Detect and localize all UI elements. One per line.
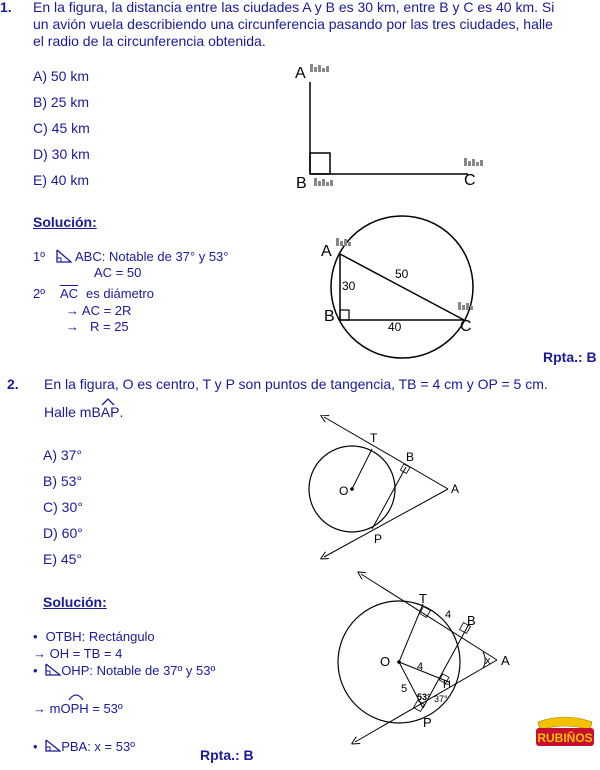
length-op-label: 5 — [401, 683, 408, 695]
solution-2-line-4-prefix: → m — [33, 701, 61, 716]
step-2-segment: AC — [60, 286, 79, 301]
angle-x-label: x — [485, 655, 491, 667]
point-b-label: B — [406, 450, 415, 464]
solution-2-bullet-2-row — [33, 663, 215, 678]
right-angle-mark-p — [414, 701, 425, 712]
bullet-dot: • — [33, 739, 38, 754]
segment-oh — [399, 662, 449, 682]
point-o-label: O — [380, 654, 391, 669]
point-p-label: P — [423, 715, 432, 730]
point-b-label: B — [296, 175, 307, 192]
angle-53-label: 53° — [417, 692, 431, 702]
point-a-label: A — [321, 243, 332, 260]
problem-2-number: 2. — [7, 376, 19, 392]
segment-ac — [340, 254, 464, 320]
problem-1-number: 1. — [0, 0, 12, 15]
length-ac-label: 50 — [395, 267, 409, 281]
problem-1-option-e: E) 40 km — [33, 172, 90, 188]
step-2-line-3: R = 25 — [90, 319, 129, 334]
logo-text: RUBIÑOS — [537, 731, 593, 745]
step-1-result: AC = 50 — [94, 265, 142, 280]
problem-1-solution-figure — [318, 214, 498, 362]
solution-2-bullet-2: OHP: Notable de 37º y 53º — [61, 663, 216, 678]
step-2-line-3-arrow: → — [66, 319, 79, 334]
problem-1-text-line-1: En la figura, la distancia entre las ciudades A y B es 30 km, entre B y C es 40 km. Si — [33, 0, 555, 15]
city-icon — [310, 64, 329, 72]
angle-bap — [91, 404, 119, 420]
step-1-text: ABC: Notable de 37° y 53° — [75, 249, 229, 264]
rubinos-logo — [530, 716, 600, 756]
center-point — [397, 660, 401, 664]
problem-1-answer: Rpta.: B — [543, 349, 597, 365]
point-t-label: T — [419, 591, 427, 606]
problem-1-option-b: B) 25 km — [33, 94, 90, 110]
problem-1-option-c: C) 45 km — [33, 120, 90, 136]
length-bc-label: 40 — [388, 320, 402, 334]
step-2-line-2: → AC = 2R — [66, 303, 132, 318]
solution-2-line-4 — [33, 701, 123, 716]
problem-2-option-b: B) 53° — [43, 473, 83, 489]
step-2-label: 2º — [33, 286, 45, 301]
problem-1-text-line-3: el radio de la circunferencia obtenida. — [33, 33, 266, 49]
solution-2-bullet-3-row — [33, 739, 135, 754]
point-c-label: C — [460, 318, 472, 335]
triangle-icon — [45, 739, 61, 752]
angle-37-label: 37° — [434, 694, 448, 704]
problem-1-option-d: D) 30 km — [33, 146, 90, 162]
segment-pb — [372, 467, 406, 529]
center-point — [350, 487, 354, 491]
point-p-label: P — [374, 532, 383, 546]
problem-2-answer: Rpta.: B — [200, 747, 254, 763]
problem-1-figure — [290, 58, 500, 198]
step-2-text: es diámetro — [86, 286, 154, 301]
problem-2-text-line-1: En la figura, O es centro, T y P son puntos de tangencia, TB = 4 cm y OP = 5 cm. — [44, 376, 548, 392]
bullet-dot: • — [33, 663, 38, 678]
point-a-label: A — [451, 482, 460, 496]
triangle-icon — [56, 249, 72, 263]
tangent-line-bottom — [324, 489, 448, 557]
problem-1-option-a: A) 50 km — [33, 68, 90, 84]
right-angle-mark — [310, 153, 330, 174]
step-1-label: 1º — [33, 249, 45, 264]
city-icon — [314, 178, 333, 186]
arc-oph-text: OPH — [60, 701, 89, 716]
angle-bap-text: BAP — [91, 404, 120, 420]
problem-2-text-suffix: . — [119, 404, 124, 420]
solution-2-line-4-suffix: = 53º — [88, 701, 123, 716]
length-tb-label: 4 — [445, 609, 452, 621]
point-b-label: B — [324, 308, 335, 325]
problem-2-solution-title: Solución: — [43, 594, 107, 610]
point-h-label: H — [443, 679, 451, 691]
problem-1-solution-title: Solución: — [33, 214, 97, 230]
problem-2-solution-figure — [325, 570, 525, 750]
problem-2-option-d: D) 60° — [43, 525, 83, 541]
point-c-label: C — [464, 172, 476, 189]
problem-2-figure — [300, 415, 490, 565]
point-t-label: T — [370, 431, 378, 445]
solution-2-bullet-1: • OTBH: Rectángulo — [33, 629, 155, 644]
segment-ot — [399, 604, 423, 662]
solution-2-line-2: → OH = TB = 4 — [33, 646, 123, 661]
logo-image — [530, 716, 600, 756]
tangent-line-top — [361, 574, 497, 660]
length-ab-label: 30 — [342, 279, 356, 293]
radius-ot — [352, 449, 372, 489]
point-a-label: A — [501, 653, 510, 668]
angle-hat-icon — [101, 398, 115, 406]
length-oh-label: 4 — [417, 661, 424, 673]
point-o-label: O — [339, 484, 349, 498]
arc-hat-icon — [68, 692, 84, 701]
solution-2-bullet-3: PBA: x = 53º — [61, 739, 135, 754]
problem-2-text-line-2 — [44, 404, 123, 420]
triangle-icon — [45, 663, 61, 676]
right-angle-mark — [340, 310, 349, 320]
problem-2-option-c: C) 30° — [43, 499, 83, 515]
problem-1-text-line-2: un avión vuela describiendo una circunferencia pasando por las tres ciudades, halle — [33, 16, 553, 32]
arc-oph — [60, 701, 88, 716]
problem-2-option-e: E) 45° — [43, 551, 83, 567]
point-b-label: B — [467, 613, 476, 628]
tangent-line-top — [324, 417, 448, 489]
point-a-label: A — [295, 65, 306, 82]
city-icon — [464, 158, 483, 166]
problem-2-option-a: A) 37° — [43, 447, 83, 463]
problem-2-text-prefix: Halle m — [44, 404, 92, 420]
